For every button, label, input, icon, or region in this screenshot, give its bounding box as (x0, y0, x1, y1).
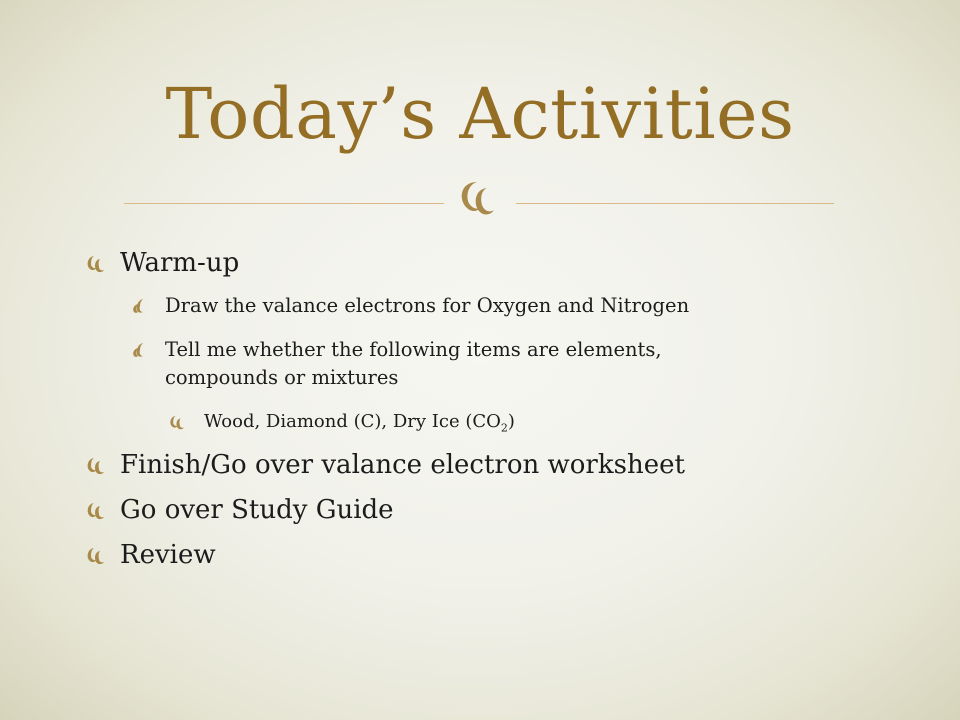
curl-bullet-icon (85, 502, 111, 520)
sub-item-label (165, 336, 825, 392)
title-divider-right (516, 203, 834, 204)
curl-bullet-icon (85, 457, 111, 475)
curl-bullet-icon (128, 298, 152, 314)
slide-title: Today’s Activities (165, 73, 795, 155)
double-curve-ornament-icon (450, 174, 510, 224)
title-divider-left (124, 203, 444, 204)
list-item-label: Warm-up (120, 248, 240, 278)
sub-item-label-line1: Tell me whether the following items are elements, (165, 338, 662, 361)
sub-item-label: Draw the valance electrons for Oxygen and Nitrogen (165, 294, 690, 317)
curl-bullet-icon (168, 415, 190, 430)
sub-sub-item-label (204, 409, 515, 442)
examples-text: Wood, Diamond (C), Dry Ice (CO (204, 411, 501, 432)
curl-bullet-icon (85, 255, 111, 273)
closing-paren: ) (507, 411, 515, 432)
sub-item-label-line2: compounds or mixtures (165, 366, 399, 389)
curl-bullet-icon (85, 547, 111, 565)
list-item-label: Review (120, 540, 216, 570)
curl-bullet-icon (128, 342, 152, 358)
subscript-two: 2 (500, 421, 508, 435)
list-item-label: Go over Study Guide (120, 495, 394, 525)
list-item-label: Finish/Go over valance electron worksheet (120, 450, 685, 480)
